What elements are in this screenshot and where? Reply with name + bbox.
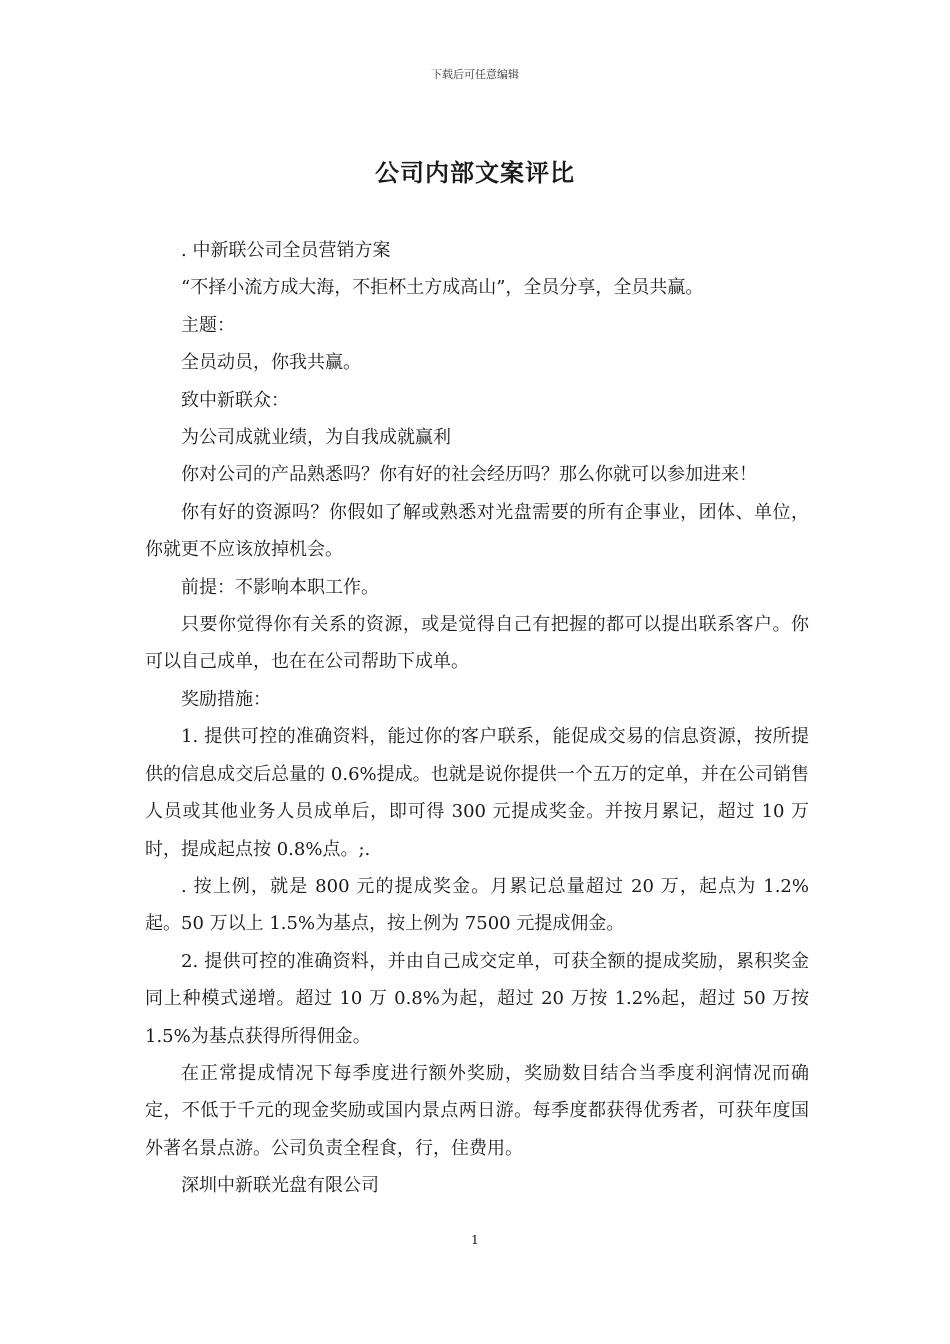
paragraph-reward-2: 2. 提供可控的准确资料，并由自己成交定单，可获全额的提成奖励，累积奖金同上种模式递增。超过 10 万 0.8%为起，超过 20 万按 1.2%起，超过 50 万按 1.5%为基点获得所得佣金。 [145, 950, 809, 1047]
document-title: 公司内部文案评比 [375, 158, 575, 187]
paragraph-reward-1: 1. 提供可控的准确资料，能过你的客户联系，能促成交易的信息资源，按所提供的信息成交后总量的 0.6%提成。也就是说你提供一个五万的定单，并在公司销售人员或其他业务人员成单后，即可得 300 元提成奖金。并按月累记，超过 10 万时，提成起点按 0.8%点。;. [145, 726, 809, 860]
paragraph-contact-clients: 只要你觉得你有关系的资源，或是觉得自己有把握的都可以提出联系客户。你可以自己成单，也在在公司帮助下成单。 [145, 614, 809, 673]
paragraph-plan-title: . 中新联公司全员营销方案 [181, 240, 391, 261]
paragraph-goal: 为公司成就业绩，为自我成就赢利 [181, 427, 451, 449]
paragraph-quarterly-bonus: 在正常提成情况下每季度进行额外奖励，奖励数目结合当季度利润情况而确定，不低于千元的现金奖励或国内景点两日游。每季度都获得优秀者，可获年度国外著名景点游。公司负责全程食，行，住费用。 [145, 1062, 809, 1159]
paragraph-slogan: “不择小流方成大海，不拒杯土方成高山”，全员分享，全员共赢。 [181, 277, 704, 299]
paragraph-company-name: 深圳中新联光盘有限公司 [181, 1175, 379, 1197]
paragraph-reward-label: 奖励措施： [181, 688, 271, 710]
paragraph-salutation: 致中新联众： [181, 389, 289, 411]
paragraph-reward-example: . 按上例，就是 800 元的提成奖金。月累记总量超过 20 万，起点为 1.2%起。50 万以上 1.5%为基点，按上例为 7500 元提成佣金。 [145, 875, 809, 935]
page-header: 下载后可任意编辑 [431, 68, 519, 81]
paragraph-theme-label: 主题： [181, 314, 235, 336]
paragraph-theme: 全员动员，你我共赢。 [181, 352, 361, 374]
page-number: 1 [471, 1233, 479, 1247]
document-body [145, 232, 809, 1205]
paragraph-question-product: 你对公司的产品熟悉吗？你有好的社会经历吗？那么你就可以参加进来！ [181, 464, 757, 486]
paragraph-premise: 前提：不影响本职工作。 [181, 576, 379, 598]
paragraph-question-resources: 你有好的资源吗？你假如了解或熟悉对光盘需要的所有企事业，团体、单位，你就更不应该放掉机会。 [145, 501, 809, 561]
